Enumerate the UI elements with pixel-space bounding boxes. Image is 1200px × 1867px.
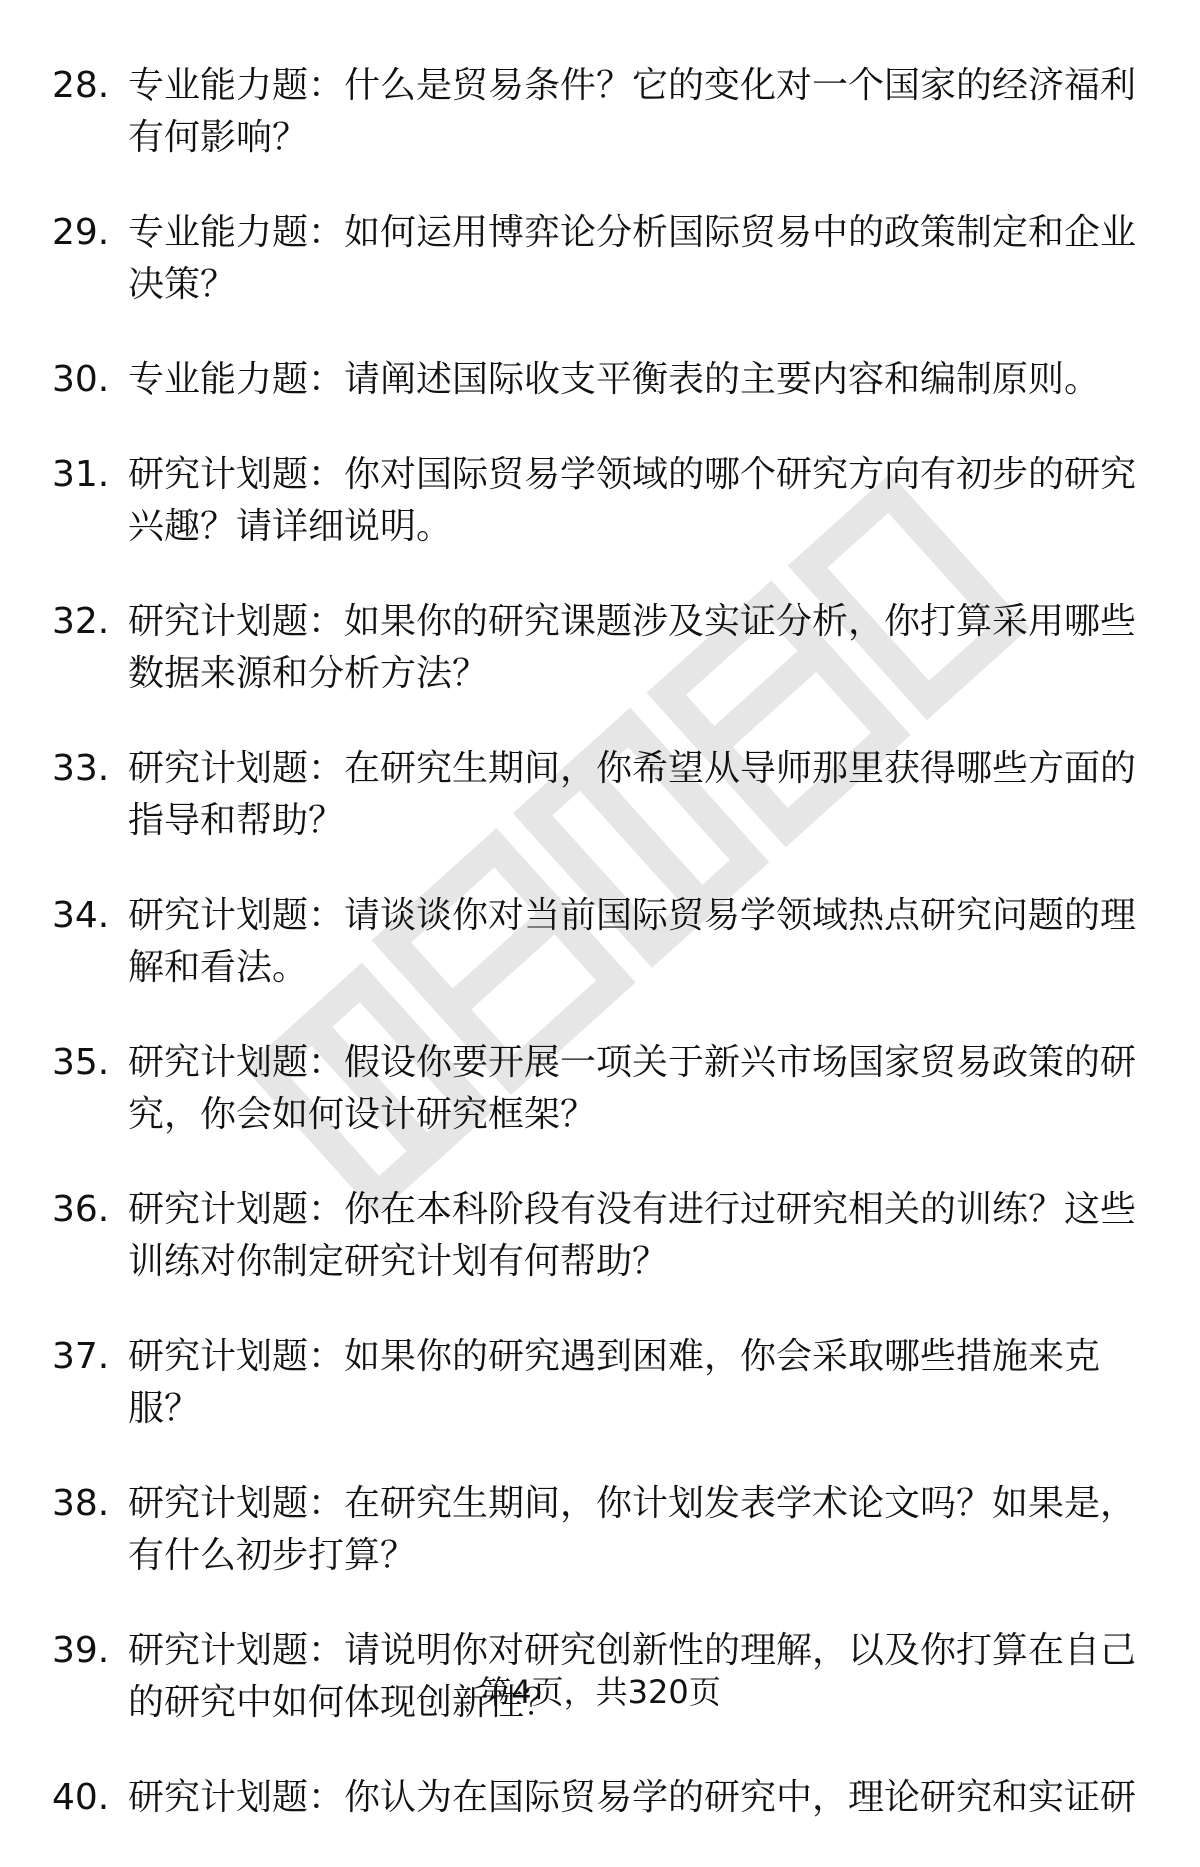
question-number: 30. <box>52 359 110 400</box>
question-text: 研究计划题：在研究生期间，你计划发表学术论文吗？如果是，有什么初步打算？ <box>128 1483 1137 1576</box>
question-text: 研究计划题：在研究生期间，你希望从导师那里获得哪些方面的指导和帮助？ <box>128 748 1137 841</box>
question-item <box>52 1772 1152 1824</box>
question-text: 研究计划题：你在本科阶段有没有进行过研究相关的训练？这些训练对你制定研究计划有何帮助？ <box>128 1189 1137 1282</box>
question-item <box>52 743 1152 847</box>
question-number: 31. <box>52 454 110 495</box>
question-number: 39. <box>52 1630 110 1671</box>
question-item <box>52 1184 1152 1288</box>
question-item <box>52 1331 1152 1435</box>
question-text: 专业能力题：请阐述国际收支平衡表的主要内容和编制原则。 <box>128 359 1101 400</box>
question-item <box>52 890 1152 994</box>
question-number: 38. <box>52 1483 110 1524</box>
question-text: 研究计划题：请谈谈你对当前国际贸易学领域热点研究问题的理解和看法。 <box>128 895 1137 988</box>
question-item <box>52 1478 1152 1582</box>
question-number: 33. <box>52 748 110 789</box>
question-text: 研究计划题：请说明你对研究创新性的理解，以及你打算在自己的研究中如何体现创新性？ <box>128 1630 1137 1723</box>
page-footer: 第4页，共320页 <box>479 1673 721 1711</box>
question-number: 40. <box>52 1777 110 1818</box>
question-text: 研究计划题：你对国际贸易学领域的哪个研究方向有初步的研究兴趣？请详细说明。 <box>128 454 1137 547</box>
question-item <box>52 449 1152 553</box>
question-number: 37. <box>52 1336 110 1377</box>
question-item <box>52 207 1152 311</box>
question-number: 32. <box>52 601 110 642</box>
question-number: 28. <box>52 65 110 106</box>
question-list <box>52 60 1152 1867</box>
question-text: 研究计划题：如果你的研究遇到困难，你会采取哪些措施来克服？ <box>128 1336 1101 1429</box>
question-text: 研究计划题：如果你的研究课题涉及实证分析，你打算采用哪些数据来源和分析方法？ <box>128 601 1137 694</box>
question-item <box>52 60 1152 164</box>
question-text: 研究计划题：假设你要开展一项关于新兴市场国家贸易政策的研究，你会如何设计研究框架？ <box>128 1042 1137 1135</box>
question-text: 专业能力题：什么是贸易条件？它的变化对一个国家的经济福利有何影响？ <box>128 65 1137 158</box>
question-number: 34. <box>52 895 110 936</box>
question-item <box>52 596 1152 700</box>
question-text: 专业能力题：如何运用博弈论分析国际贸易中的政策制定和企业决策？ <box>128 212 1137 305</box>
question-item <box>52 354 1152 406</box>
question-number: 29. <box>52 212 110 253</box>
question-number: 35. <box>52 1042 110 1083</box>
question-item <box>52 1037 1152 1141</box>
question-text: 研究计划题：你认为在国际贸易学的研究中，理论研究和实证研 <box>128 1777 1137 1818</box>
question-number: 36. <box>52 1189 110 1230</box>
